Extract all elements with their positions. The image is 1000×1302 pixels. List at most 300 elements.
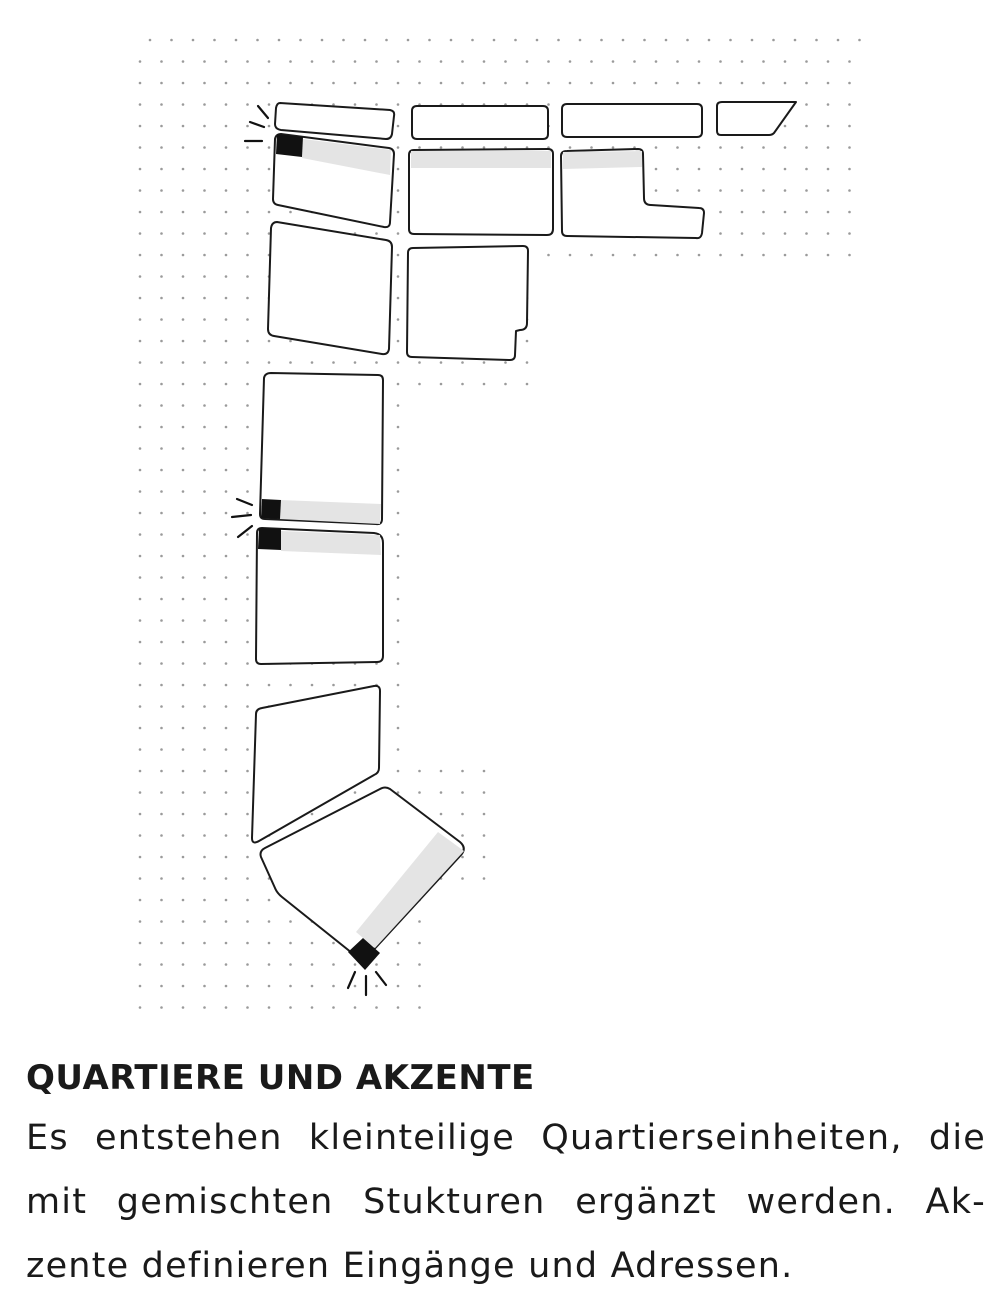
grid-dot [246,641,249,644]
grid-dot [246,275,249,278]
grid-dot [289,942,292,945]
grid-dot [182,404,185,407]
grid-dot [848,254,851,257]
grid-dot [246,576,249,579]
grid-dot [311,942,314,945]
grid-dot [557,39,560,42]
grid-dot [203,684,206,687]
grid-dot [719,254,722,257]
grid-dot [246,426,249,429]
grid-dot [837,39,840,42]
grid-dot [203,168,206,171]
grid-dot [225,297,228,300]
grid-dot [139,146,142,149]
grid-dot [311,361,314,364]
grid-dot [246,877,249,880]
grid-dot [483,834,486,837]
grid-dot [139,125,142,128]
grid-dot [225,232,228,235]
grid-dot [160,791,163,794]
grid-dot [418,1006,421,1009]
grid-dot [139,426,142,429]
grid-dot [289,963,292,966]
grid-dot [139,877,142,880]
grid-dot [225,619,228,622]
grid-dot [633,254,636,257]
grid-dot [246,146,249,149]
grid-dot [182,942,185,945]
grid-dot [784,168,787,171]
grid-dot [493,39,496,42]
grid-dot [160,576,163,579]
grid-dot [268,125,271,128]
grid-dot [784,189,787,192]
grid-dot [139,490,142,493]
grid-dot [719,82,722,85]
grid-dot [418,60,421,63]
grid-dot [246,899,249,902]
grid-dot [225,770,228,773]
grid-dot [160,963,163,966]
grid-dot [225,576,228,579]
grid-dot [375,103,378,106]
grid-dot [354,361,357,364]
grid-dot [590,82,593,85]
grid-dot [203,705,206,708]
grid-dot [182,447,185,450]
grid-dot [225,727,228,730]
grid-dot [225,705,228,708]
grid-dot [397,254,400,257]
grid-dot [182,60,185,63]
grid-dot [246,533,249,536]
grid-dot [225,942,228,945]
grid-dot [225,60,228,63]
grid-dot [182,383,185,386]
grid-dot [182,662,185,665]
grid-dot [139,555,142,558]
grid-dot [139,512,142,515]
grid-dot [622,39,625,42]
grid-dot [590,146,593,149]
grid-dot [246,942,249,945]
grid-dot [246,684,249,687]
grid-dot [848,146,851,149]
grid-dot [536,39,539,42]
grid-dot [139,447,142,450]
grid-dot [633,60,636,63]
grid-dot [225,361,228,364]
grid-dot [160,490,163,493]
grid-dot [225,469,228,472]
grid-dot [268,361,271,364]
grid-dot [375,985,378,988]
grid-dot [246,318,249,321]
grid-dot [160,383,163,386]
grid-dot [182,770,185,773]
grid-dot [160,834,163,837]
grid-dot [225,662,228,665]
grid-dot [246,254,249,257]
grid-dot [246,856,249,859]
grid-dot [160,985,163,988]
grid-dot [268,985,271,988]
grid-dot [547,82,550,85]
grid-dot [332,985,335,988]
grid-dot [139,576,142,579]
grid-dot [203,383,206,386]
grid-dot [139,211,142,214]
grid-dot [397,705,400,708]
grid-dot [461,146,464,149]
grid-dot [741,232,744,235]
grid-dot [160,813,163,816]
grid-dot [354,791,357,794]
grid-dot [139,770,142,773]
grid-dot [364,39,367,42]
grid-dot [289,211,292,214]
grid-dot [268,340,271,343]
grid-dot [160,232,163,235]
grid-dot [160,877,163,880]
grid-dot [160,189,163,192]
grid-dot [246,361,249,364]
grid-dot [483,877,486,880]
grid-dot [203,985,206,988]
grid-dot [805,232,808,235]
grid-dot [354,1006,357,1009]
grid-dot [397,662,400,665]
grid-dot [160,447,163,450]
grid-dot [483,791,486,794]
grid-dot [848,103,851,106]
grid-dot [504,82,507,85]
grid-dot [569,254,572,257]
grid-dot [354,985,357,988]
grid-dot [418,963,421,966]
grid-dot [203,426,206,429]
grid-dot [461,361,464,364]
block-top-4 [717,102,796,135]
grid-dot [698,168,701,171]
grid-dot [246,770,249,773]
grid-dot [139,684,142,687]
grid-dot [655,254,658,257]
grid-dot [225,791,228,794]
grid-dot [805,189,808,192]
grid-dot [203,555,206,558]
grid-dot [655,168,658,171]
grid-dot [160,103,163,106]
grid-dot [397,576,400,579]
grid-dot [225,555,228,558]
grid-dot [225,125,228,128]
grid-dot [590,60,593,63]
grid-dot [139,813,142,816]
grid-dot [182,469,185,472]
grid-dot [182,705,185,708]
grid-dot [461,770,464,773]
grid-dot [784,125,787,128]
grid-dot [354,103,357,106]
grid-dot [268,82,271,85]
grid-dot [762,146,765,149]
grid-dot [225,275,228,278]
grid-dot [311,813,314,816]
grid-dot [225,1006,228,1009]
accent-entrance [258,528,281,550]
grid-dot [182,361,185,364]
grid-dot [461,856,464,859]
grid-dot [397,125,400,128]
grid-dot [440,770,443,773]
grid-dot [698,146,701,149]
grid-dot [139,383,142,386]
grid-dot [397,1006,400,1009]
grid-dot [311,60,314,63]
grid-dot [160,254,163,257]
grid-dot [719,168,722,171]
grid-dot [418,791,421,794]
grid-dot [655,146,658,149]
grid-dot [676,82,679,85]
grid-dot [784,146,787,149]
grid-dot [160,748,163,751]
grid-dot [160,146,163,149]
grid-dot [160,404,163,407]
grid-dot [182,512,185,515]
grid-dot [784,82,787,85]
grid-dot [182,254,185,257]
grid-dot [397,555,400,558]
grid-dot [246,447,249,450]
grid-dot [461,383,464,386]
grid-dot [526,82,529,85]
grid-dot [203,146,206,149]
grid-dot [827,168,830,171]
grid-dot [225,447,228,450]
grid-dot [225,146,228,149]
grid-dot [170,39,173,42]
grid-dot [160,318,163,321]
grid-dot [182,211,185,214]
grid-dot [160,60,163,63]
grid-dot [848,232,851,235]
grid-dot [794,39,797,42]
grid-dot [246,469,249,472]
grid-dot [160,469,163,472]
grid-dot [203,662,206,665]
grid-dot [397,82,400,85]
grid-dot [160,662,163,665]
grid-dot [139,899,142,902]
grid-dot [397,490,400,493]
grid-dot [698,60,701,63]
grid-dot [182,82,185,85]
grid-dot [397,297,400,300]
grid-dot [719,232,722,235]
grid-dot [784,211,787,214]
grid-dot [354,963,357,966]
grid-dot [848,82,851,85]
grid-dot [397,60,400,63]
grid-dot [784,232,787,235]
grid-dot [139,361,142,364]
grid-dot [160,598,163,601]
ray [258,106,268,118]
grid-dot [397,727,400,730]
grid-dot [311,82,314,85]
grid-dot [268,168,271,171]
grid-dot [225,189,228,192]
accent-entrance [276,134,303,157]
grid-dot [719,211,722,214]
grid-dot [461,813,464,816]
grid-dot [246,727,249,730]
grid-dot [504,361,507,364]
grid-dot [332,1006,335,1009]
grid-dot [246,232,249,235]
grid-dot [418,770,421,773]
grid-dot [203,834,206,837]
grid-dot [827,189,830,192]
grid-dot [397,383,400,386]
grid-dot [483,82,486,85]
grid-dot [246,512,249,515]
grid-dot [332,60,335,63]
grid-dot [289,82,292,85]
grid-dot [289,361,292,364]
grid-dot [354,684,357,687]
grid-dot [203,727,206,730]
grid-dot [160,1006,163,1009]
grid-dot [762,254,765,257]
block-square-right [407,246,528,360]
grid-dot [203,791,206,794]
grid-dot [698,189,701,192]
grid-dot [805,146,808,149]
grid-dot [139,469,142,472]
grid-dot [203,189,206,192]
grid-dot [751,39,754,42]
grid-dot [418,942,421,945]
grid-dot [858,39,861,42]
block-band [281,531,381,555]
grid-dot [203,920,206,923]
grid-dot [526,383,529,386]
caption [26,1058,986,1298]
grid-dot [332,82,335,85]
grid-dot [182,619,185,622]
grid-dot [547,60,550,63]
grid-dot [397,963,400,966]
grid-dot [397,942,400,945]
grid-dot [182,168,185,171]
grid-dot [182,748,185,751]
grid-dot [160,619,163,622]
grid-dot [139,82,142,85]
grid-dot [612,146,615,149]
grid-dot [160,297,163,300]
grid-dot [203,340,206,343]
accent-entrance [261,499,281,519]
grid-dot [385,39,388,42]
grid-dot [526,361,529,364]
grid-dot [149,39,152,42]
grid-dot [182,576,185,579]
grid-dot [278,39,281,42]
grid-dot [182,426,185,429]
grid-dot [225,211,228,214]
grid-dot [139,834,142,837]
grid-dot [246,168,249,171]
grid-dot [139,189,142,192]
grid-dot [225,684,228,687]
grid-dot [375,963,378,966]
grid-dot [762,211,765,214]
grid-dot [225,834,228,837]
block-top-1 [275,103,394,139]
grid-dot [268,211,271,214]
grid-dot [203,512,206,515]
grid-dot [182,834,185,837]
grid-dot [225,598,228,601]
grid-dot [203,125,206,128]
grid-dot [182,727,185,730]
grid-dot [440,60,443,63]
grid-dot [225,103,228,106]
grid-dot [418,146,421,149]
block-row-second [273,134,704,238]
grid-dot [203,598,206,601]
grid-dot [397,598,400,601]
grid-dot [246,103,249,106]
grid-dot [225,856,228,859]
grid-dot [160,340,163,343]
grid-dot [375,232,378,235]
grid-dot [569,60,572,63]
grid-dot [203,297,206,300]
block-band [411,151,551,168]
grid-dot [225,383,228,386]
grid-dot [203,641,206,644]
grid-dot [160,82,163,85]
grid-dot [805,103,808,106]
grid-dot [246,598,249,601]
grid-dot [762,232,765,235]
grid-dot [827,146,830,149]
grid-dot [139,641,142,644]
grid-dot [160,555,163,558]
grid-dot [182,275,185,278]
grid-dot [139,619,142,622]
grid-dot [289,684,292,687]
block-row-top [275,102,796,139]
grid-dot [203,533,206,536]
grid-dot [676,189,679,192]
grid-dot [848,125,851,128]
grid-dot [203,748,206,751]
block-column [256,373,383,664]
grid-dot [762,168,765,171]
grid-dot [246,383,249,386]
grid-dot [741,146,744,149]
grid-dot [203,877,206,880]
grid-dot [225,899,228,902]
grid-dot [805,254,808,257]
grid-dot [311,985,314,988]
grid-dot [225,512,228,515]
